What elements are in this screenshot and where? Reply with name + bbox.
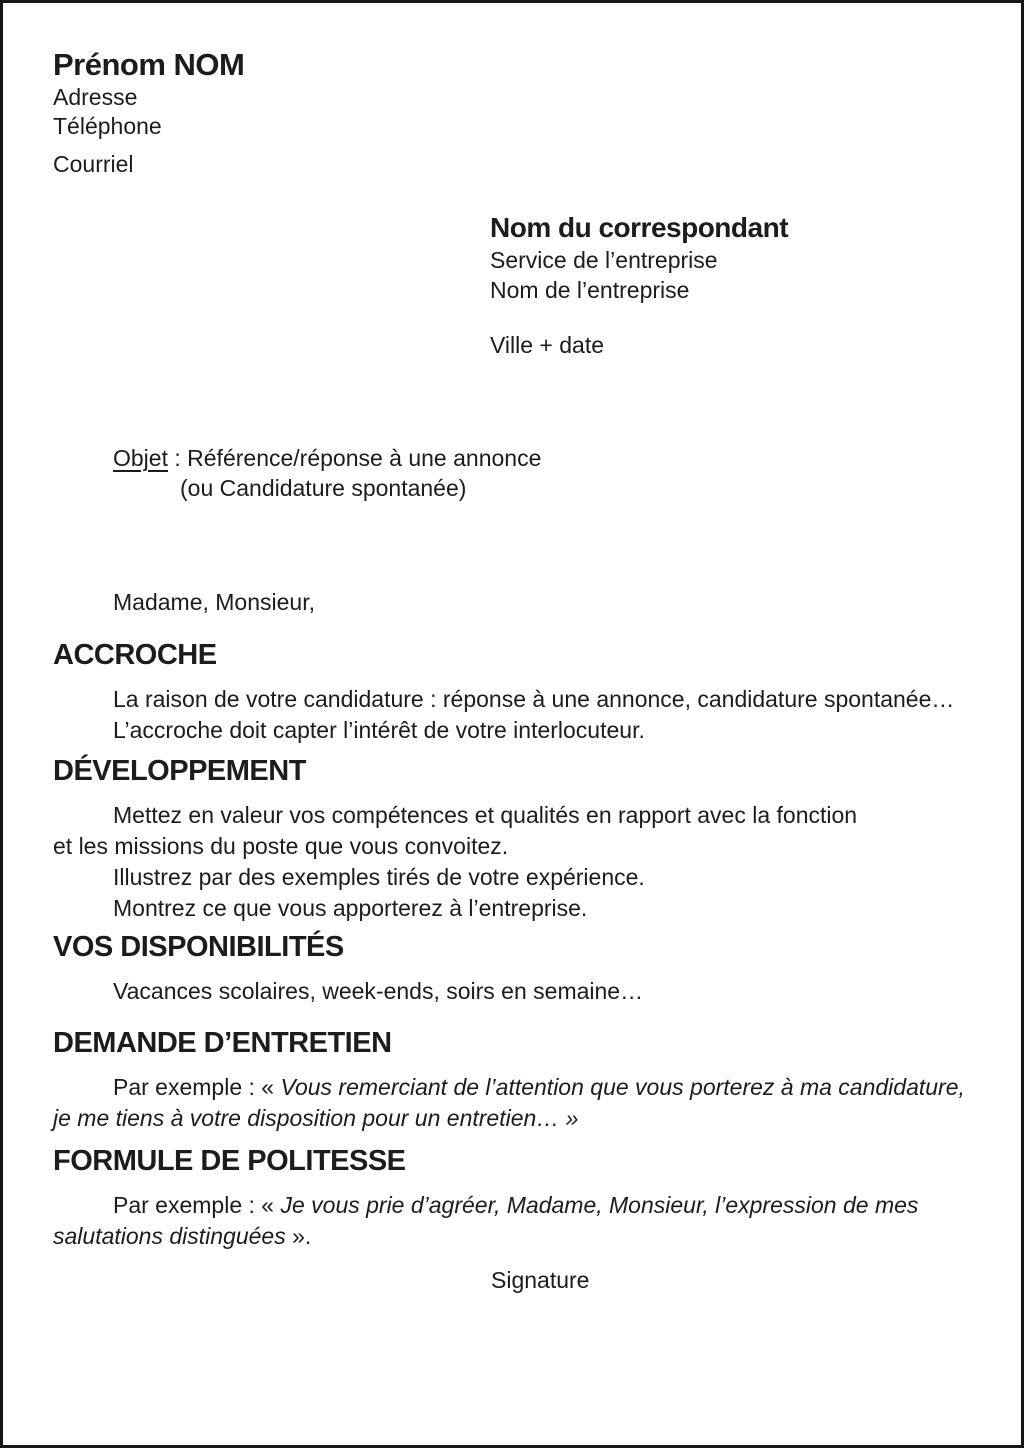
sender-block [53,47,244,179]
section-title-disponibilites: VOS DISPONIBILITÉS [53,931,344,963]
subject-colon: : [167,445,188,471]
section-disponibilites [53,931,991,1007]
quote-text: salutations distinguées [53,1223,286,1249]
body-line: L’accroche doit capter l’intérêt de votre interlocuteur. [113,717,645,743]
quote-text: Je vous prie d’agréer, Madame, Monsieur, l’expression de mes [280,1192,919,1218]
subject-line [113,443,541,473]
example-prefix: Par exemple : « [113,1192,281,1218]
recipient-block [490,211,788,360]
body-line: Illustrez par des exemples tirés de votre expérience. [113,864,645,890]
sender-name: Prénom NOM [53,47,245,82]
body-line-quote [53,1072,991,1103]
section-entretien [53,1027,991,1134]
quote-text: Vous remerciant de l’attention que vous porterez à ma candidature, [280,1074,965,1100]
body-line: Mettez en valeur vos compétences et qualités en rapport avec la fonction [113,802,858,828]
section-title-politesse: FORMULE DE POLITESSE [53,1145,406,1177]
section-accroche [53,639,991,746]
body-line: La raison de votre candidature : réponse à une annonce, candidature spontanée… [113,686,955,712]
body-line: et les missions du poste que vous convoitez. [53,833,509,859]
subject-text: Référence/réponse à une annonce [187,445,542,471]
example-prefix: Par exemple : « [113,1074,281,1100]
recipient-company: Nom de l’entreprise [490,277,690,303]
city-date: Ville + date [490,332,605,358]
sender-email: Courriel [53,151,134,177]
subject-alternative: (ou Candidature spontanée) [180,475,467,501]
body-line-quote [53,1190,991,1221]
recipient-name: Nom du correspondant [490,212,789,243]
signature-placeholder: Signature [491,1267,590,1293]
sender-phone: Téléphone [53,113,162,139]
quote-text: je me tiens à votre disposition pour un entretien… » [53,1105,579,1131]
body-line-quote [53,1103,991,1134]
body-line: Montrez ce que vous apporterez à l’entreprise. [113,895,588,921]
section-title-developpement: DÉVELOPPEMENT [53,755,306,787]
subject-block [113,443,541,503]
section-developpement [53,755,991,924]
section-title-accroche: ACCROCHE [53,639,217,671]
section-politesse [53,1145,991,1252]
recipient-department: Service de l’entreprise [490,247,718,273]
body-line: Vacances scolaires, week-ends, soirs en semaine… [113,978,644,1004]
quote-suffix: ». [285,1223,312,1249]
salutation: Madame, Monsieur, [113,589,315,615]
sender-address: Adresse [53,84,138,110]
section-title-entretien: DEMANDE D’ENTRETIEN [53,1027,392,1059]
subject-label: Objet [113,445,168,471]
body-line-quote [53,1221,991,1252]
